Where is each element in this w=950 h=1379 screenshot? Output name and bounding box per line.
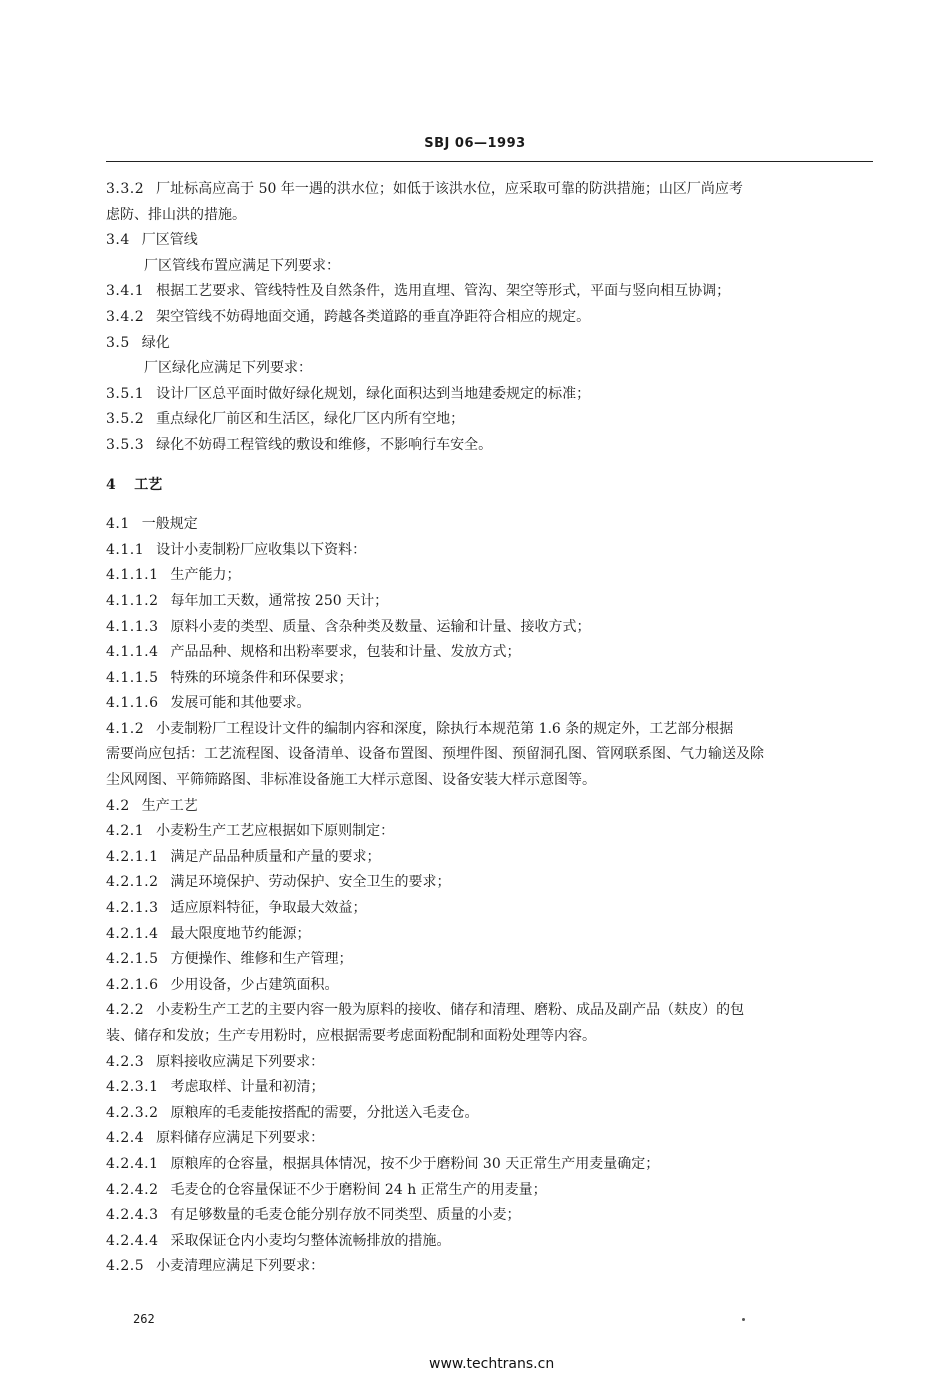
clause-line	[106, 666, 876, 692]
clause-line	[106, 845, 876, 871]
clause-text: 原粮库的仓容量，根据具体情况，按不少于磨粉间 30 天正常生产用麦量确定；	[170, 1155, 660, 1172]
text-line	[106, 742, 876, 768]
clause-number: 3.4	[106, 232, 130, 249]
clause-line	[106, 1203, 876, 1229]
clause-number: 4.2.5	[106, 1258, 145, 1275]
clause-text: 小麦粉生产工艺应根据如下原则制定：	[156, 823, 395, 840]
clause-number: 4.2.1.3	[106, 900, 159, 917]
clause-text: 工艺	[134, 476, 163, 493]
text-line	[106, 356, 876, 382]
clause-number: 4.2.1.5	[106, 951, 159, 968]
section-gap	[106, 498, 876, 512]
clause-text: 虑防、排山洪的措施。	[106, 206, 246, 223]
clause-number: 4.1.2	[106, 720, 145, 737]
clause-text: 小麦清理应满足下列要求：	[156, 1258, 325, 1275]
clause-number: 4.1.1	[106, 541, 145, 558]
clause-line	[106, 1254, 876, 1280]
clause-number: 4	[106, 476, 117, 493]
clause-text: 少用设备，少占建筑面积。	[170, 976, 339, 993]
section-gap	[106, 459, 876, 473]
clause-number: 4.2.1.4	[106, 925, 159, 942]
page-number: 262	[133, 1312, 155, 1326]
clause-line	[106, 717, 876, 743]
clause-line	[106, 433, 876, 459]
clause-line	[106, 1229, 876, 1255]
clause-number: 3.5.1	[106, 385, 145, 402]
clause-line	[106, 331, 876, 357]
clause-line	[106, 305, 876, 331]
clause-line	[106, 640, 876, 666]
clause-line	[106, 538, 876, 564]
clause-text: 发展可能和其他要求。	[170, 695, 311, 712]
clause-text: 采取保证仓内小麦均匀整体流畅排放的措施。	[170, 1232, 451, 1249]
clause-line	[106, 1075, 876, 1101]
clause-text: 小麦粉生产工艺的主要内容一般为原料的接收、储存和清理、磨粉、成品及副产品（麸皮）的包	[156, 1002, 745, 1019]
clause-number: 4.1.1.3	[106, 618, 159, 635]
clause-number: 3.5.2	[106, 411, 145, 428]
clause-line	[106, 563, 876, 589]
clause-line	[106, 1050, 876, 1076]
text-line	[106, 254, 876, 280]
clause-text: 厂区管线布置应满足下列要求：	[144, 257, 340, 274]
website-link[interactable]: www.techtrans.cn	[429, 1356, 555, 1372]
clause-text: 生产工艺	[141, 797, 198, 814]
clause-line	[106, 407, 876, 433]
clause-text: 厂址标高应高于 50 年一遇的洪水位；如低于该洪水位，应采取可靠的防洪措施；山区厂尚应考	[156, 181, 743, 197]
clause-line	[106, 589, 876, 615]
clause-text: 根据工艺要求、管线特性及自然条件，选用直埋、管沟、架空等形式，平面与竖向相互协调；	[156, 283, 731, 300]
header-rule	[106, 161, 873, 162]
clause-text: 绿化不妨碍工程管线的敷设和维修，不影响行车安全。	[156, 436, 493, 453]
clause-line	[106, 922, 876, 948]
clause-text: 需要尚应包括：工艺流程图、设备清单、设备布置图、预埋件图、预留洞孔图、管网联系图、气力输送及除	[106, 746, 764, 763]
clause-number: 4.2.1.1	[106, 848, 159, 865]
clause-line	[106, 870, 876, 896]
clause-text: 满足产品品种质量和产量的要求；	[170, 848, 381, 865]
clause-number: 4.2.4.2	[106, 1181, 159, 1198]
clause-text: 考虑取样、计量和初清；	[170, 1079, 325, 1096]
clause-text: 装、储存和发放；生产专用粉时，应根据需要考虑面粉配制和面粉处理等内容。	[106, 1028, 596, 1044]
clause-number: 3.5	[106, 334, 130, 351]
clause-number: 4.1	[106, 516, 130, 533]
running-header: SBJ 06—1993	[424, 136, 526, 151]
clause-number: 4.2.3.2	[106, 1104, 159, 1121]
clause-number: 4.2.3	[106, 1053, 145, 1070]
clause-number: 4.1.1.5	[106, 669, 159, 686]
clause-line	[106, 1126, 876, 1152]
clause-text: 一般规定	[141, 516, 198, 533]
clause-text: 重点绿化厂前区和生活区，绿化厂区内所有空地；	[156, 411, 465, 428]
clause-text: 架空管线不妨碍地面交通，跨越各类道路的垂直净距符合相应的规定。	[156, 308, 591, 325]
clause-text: 原粮库的毛麦能按搭配的需要，分批送入毛麦仓。	[170, 1104, 479, 1121]
clause-text: 方便操作、维修和生产管理；	[170, 951, 353, 968]
clause-text: 毛麦仓的仓容量保证不少于磨粉间 24 h 正常生产的用麦量；	[170, 1181, 547, 1198]
clause-line	[106, 998, 876, 1024]
clause-text: 每年加工天数，通常按 250 天计；	[170, 592, 389, 609]
clause-text: 原料储存应满足下列要求：	[156, 1130, 325, 1147]
clause-line	[106, 1101, 876, 1127]
text-line	[106, 768, 876, 794]
text-line	[106, 1024, 876, 1050]
clause-number: 4.1.1.2	[106, 592, 159, 609]
clause-number: 4.2.3.1	[106, 1079, 159, 1096]
document-body	[106, 177, 876, 1280]
clause-number: 4.2.4	[106, 1130, 145, 1147]
clause-text: 产品品种、规格和出粉率要求，包装和计量、发放方式；	[170, 644, 521, 661]
clause-text: 特殊的环境条件和环保要求；	[170, 669, 353, 686]
clause-number: 4.2.1.6	[106, 976, 159, 993]
clause-text: 最大限度地节约能源；	[170, 925, 311, 942]
clause-number: 3.3.2	[106, 181, 145, 197]
clause-line	[106, 382, 876, 408]
clause-number: 3.5.3	[106, 436, 145, 453]
clause-text: 适应原料特征，争取最大效益；	[170, 900, 367, 917]
clause-number: 3.4.1	[106, 283, 145, 300]
clause-number: 4.2.1	[106, 823, 145, 840]
clause-text: 原料接收应满足下列要求：	[156, 1053, 325, 1070]
clause-number: 4.1.1.1	[106, 567, 159, 584]
clause-line	[106, 973, 876, 999]
clause-line	[106, 1178, 876, 1204]
clause-text: 厂区管线	[141, 232, 198, 249]
clause-text: 设计厂区总平面时做好绿化规划，绿化面积达到当地建委规定的标准；	[156, 385, 591, 402]
clause-number: 4.2.4.3	[106, 1207, 159, 1224]
clause-number: 4.1.1.4	[106, 644, 159, 661]
clause-line	[106, 512, 876, 538]
scan-speck	[742, 1318, 745, 1321]
text-line	[106, 203, 876, 229]
clause-line	[106, 819, 876, 845]
clause-number: 4.2.1.2	[106, 874, 159, 891]
clause-line	[106, 896, 876, 922]
clause-line	[106, 947, 876, 973]
clause-line	[106, 279, 876, 305]
clause-number: 4.2.4.1	[106, 1155, 159, 1172]
chapter-heading	[106, 473, 876, 499]
clause-text: 小麦制粉厂工程设计文件的编制内容和深度，除执行本规范第 1.6 条的规定外，工艺部分根据	[156, 720, 734, 737]
clause-line	[106, 615, 876, 641]
clause-line	[106, 691, 876, 717]
clause-text: 厂区绿化应满足下列要求：	[144, 360, 312, 377]
clause-text: 生产能力；	[170, 567, 241, 584]
clause-line	[106, 794, 876, 820]
clause-number: 4.2	[106, 797, 130, 814]
clause-line	[106, 228, 876, 254]
clause-number: 4.2.2	[106, 1002, 145, 1019]
clause-line	[106, 1152, 876, 1178]
clause-line	[106, 177, 876, 203]
clause-number: 4.2.4.4	[106, 1232, 159, 1249]
clause-text: 尘风网图、平筛筛路图、非标准设备施工大样示意图、设备安装大样示意图等。	[106, 772, 596, 789]
clause-number: 4.1.1.6	[106, 695, 159, 712]
clause-text: 满足环境保护、劳动保护、安全卫生的要求；	[170, 874, 451, 891]
clause-text: 设计小麦制粉厂应收集以下资料：	[156, 541, 367, 558]
clause-text: 原料小麦的类型、质量、含杂种类及数量、运输和计量、接收方式；	[170, 618, 591, 635]
clause-number: 3.4.2	[106, 308, 145, 325]
clause-text: 绿化	[141, 334, 170, 351]
clause-text: 有足够数量的毛麦仓能分别存放不同类型、质量的小麦；	[170, 1207, 521, 1224]
